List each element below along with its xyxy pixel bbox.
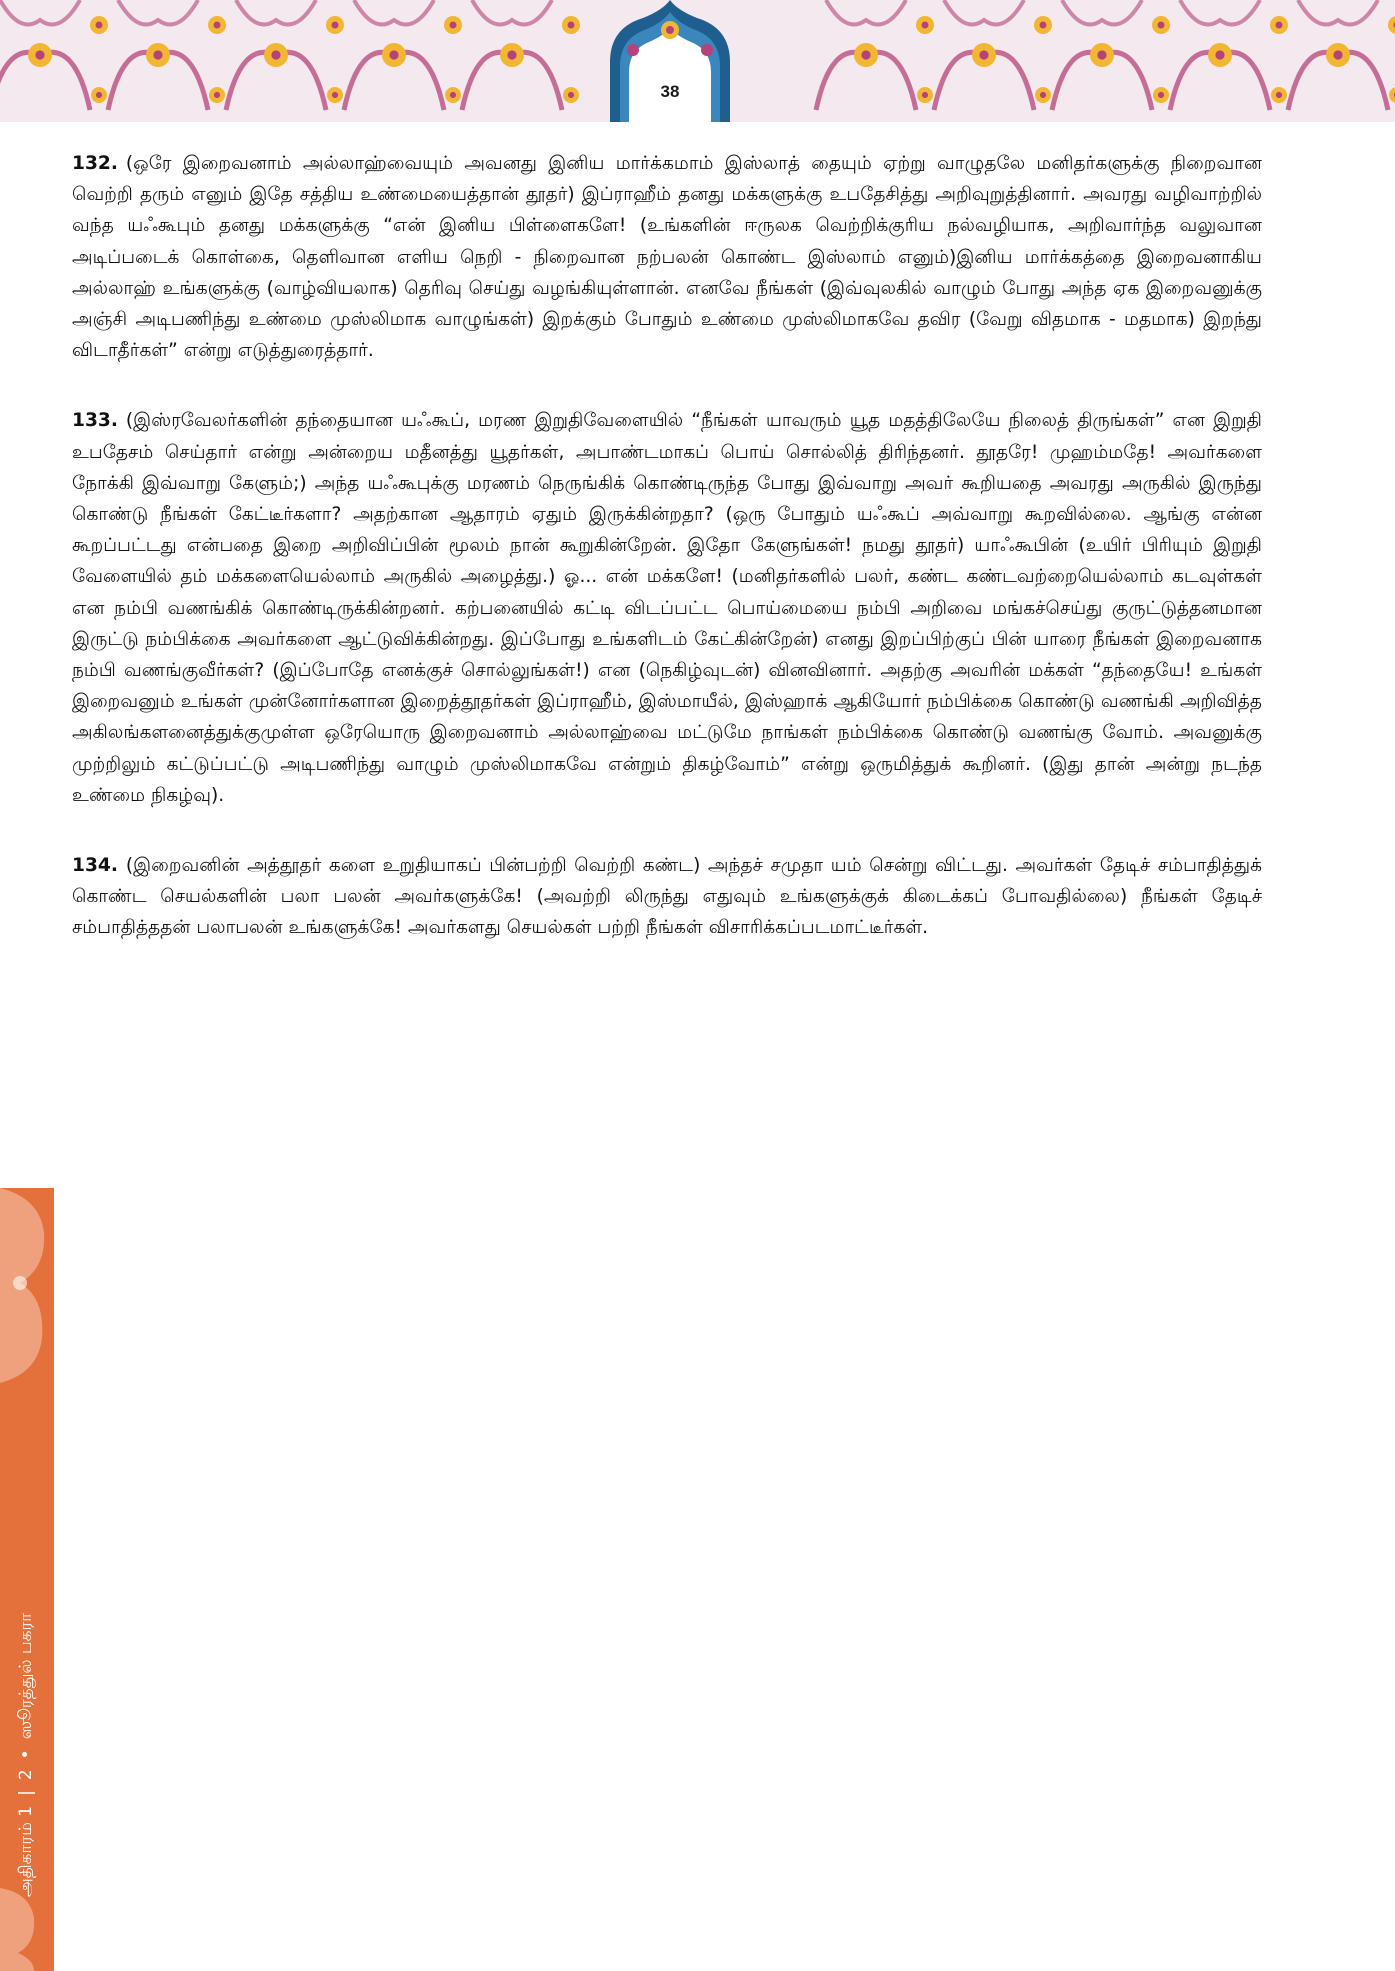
surah-name: ஸூரத்துல் பகரா xyxy=(16,1612,36,1740)
chapter-number: அதிகாரம் 1 xyxy=(16,1805,36,1898)
arch-medallion xyxy=(605,0,735,122)
verse-132 xyxy=(72,148,1262,366)
floral-motif xyxy=(1170,0,1288,110)
verse-text: (இஸ்ரவேலர்களின் தந்தையான யஃகூப், மரண இறுதிவேளையில் “நீங்கள் யாவரும் யூத மதத்திலேயே நிலைத் திருங்கள்” என இறுதி உபதேசம் செய்தார் என்று அன்றைய மதீனத்து யூதர்கள், அபாண்டமாகப் பொய் சொல்லித் திரிந்தனர். தூதரே! முஹம்மதே! அவர்களை நோக்கி இவ்வாறு கேளும்;) அந்த யஃகூபுக்கு மரணம் நெருங்கிக் கொண்டிருந்த போது இவ்வாறு அவர் கூறியதை அவரது அருகில் இருந்து கொண்டு நீங்கள் கேட்டீர்களா? அதற்கான ஆதாரம் ஏதும் இருக்கின்றதா? (ஒரு போதும் யஃகூப் அவ்வாறு கூறவில்லை. ஆங்கு என்ன கூறப்பட்டது என்பதை இறை அறிவிப்பின் மூலம் நான் கூறுகின்றேன். இதோ கேளுங்கள்! நமது தூதர்) யாஃகூபின் (உயிர் பிரியும் இறுதி வேளையில் தம் மக்களையெல்லாம் அருகில் அழைத்து.) ஓ... என் மக்களே! (மனிதர்களில் பலர், கண்ட கண்டவற்றையெல்லாம் கடவுள்கள் என நம்பி வணங்கிக் கொண்டிருக்கின்றனர். கற்பனையில் கட்டி விடப்பட்ட பொய்மையை நம்பி அறிவை மங்கச்செய்து குருட்டுத்தனமான இருட்டு நம்பிக்கை அவர்களை ஆட்டுவிக்கின்றது. இப்போது உங்களிடம் கேட்கின்றேன்) எனது இறப்பிற்குப் பின் யாரை நீங்கள் இறைவனாக நம்பி வணங்குவீர்கள்? (இப்போதே எனக்குச் சொல்லுங்கள்!) என (நெகிழ்வுடன்) வினவினார். அதற்கு அவரின் மக்கள் “தந்தையே! உங்கள் இறைவனும் உங்கள் முன்னோர்களான இறைத்தூதர்கள் இப்ராஹீம், இஸ்மாயீல், இஸ்ஹாக் ஆகியோர் நம்பிக்கை கொண்டு வணங்கி அறிவித்த அகிலங்களனைத்துக்குமுள்ள ஒரேயொரு இறைவனாம் அல்லாஹ்வை மட்டுமே நாங்கள் நம்பிக்கை கொண்டு வணங்கு வோம். அவனுக்கு முற்றிலும் கட்டுப்பட்டு அடிபணிந்து வாழும் முஸ்லிமாகவே என்றும் திகழ்வோம்” என்று ஒருமித்துக் கூறினர். (இது தான் அன்று நடந்த உண்மை நிகழ்வு). xyxy=(72,410,1262,806)
floral-motif xyxy=(934,0,1052,110)
verse-text: (இறைவனின் அத்தூதர் களை உறுதியாகப் பின்பற்றி வெற்றி கண்ட) அந்தச் சமுதா யம் சென்று விட்டது. அவர்கள் தேடிச் சம்பாதித்துக் கொண்ட செயல்களின் பலா பலன் அவர்களுக்கே! (அவற்றி லிருந்து எதுவும் உங்களுக்குக் கிடைக்கப் போவதில்லை) நீங்கள் தேடிச் சம்பாதித்ததன் பலாபலன் உங்களுக்கே! அவர்களது செயல்கள் பற்றி நீங்கள் விசாரிக்கப்படமாட்டீர்கள். xyxy=(72,855,1262,939)
floral-motif xyxy=(344,0,462,110)
floral-motif xyxy=(1288,0,1395,110)
verse-134 xyxy=(72,850,1262,944)
chapter-separator: | xyxy=(16,1790,36,1796)
verse-number: 133. xyxy=(72,410,118,432)
part-number: 2 xyxy=(16,1769,36,1781)
floral-motif xyxy=(108,0,226,110)
floral-motif xyxy=(1052,0,1170,110)
verse-133 xyxy=(72,405,1262,811)
verse-number: 134. xyxy=(72,855,118,877)
verse-text: (ஒரே இறைவனாம் அல்லாஹ்வையும் அவனது இனிய மார்க்கமாம் இஸ்லாத் தையும் ஏற்று வாழுதலே மனிதர்களுக்கு நிறைவான வெற்றி தரும் எனும் இதே சத்திய உண்மையைத்தான் தூதர்) இப்ராஹீம் தனது மக்களுக்கு உபதேசித்து அறிவுறுத்தினார். அவரது வழிவாற்றில் வந்த யஃகூபும் தனது மக்களுக்கு “என் இனிய பிள்ளைகளே! (உங்களின் ஈருலக வெற்றிக்குரிய நல்வழியாக, அறிவார்ந்த வலுவான அடிப்படைக் கொள்கை, தெளிவான எளிய நெறி - நிறைவான நற்பலன் கொண்ட இஸ்லாம் எனும்)இனிய மார்க்கத்தை இறைவனாகிய அல்லாஹ் உங்களுக்கு (வாழ்வியலாக) தெரிவு செய்து வழங்கியுள்ளான். எனவே நீங்கள் (இவ்வுலகில் வாழும் போது அந்த ஏக இறைவனுக்கு அஞ்சி அடிபணிந்து உண்மை முஸ்லிமாக வாழுங்கள்) இறக்கும் போதும் உண்மை முஸ்லிமாகவே தவிர (வேறு விதமாக - மதமாக) இறந்து விடாதீர்கள்” என்று எடுத்துரைத்தார். xyxy=(72,153,1262,362)
bullet: • xyxy=(16,1749,36,1760)
page-number: 38 xyxy=(660,82,680,101)
verse-number: 132. xyxy=(72,153,118,174)
chapter-label xyxy=(16,1608,38,1902)
floral-motif xyxy=(816,0,934,110)
floral-motif xyxy=(226,0,344,110)
page-content xyxy=(72,148,1262,983)
floral-motif xyxy=(462,0,580,110)
floral-motif xyxy=(0,0,108,110)
